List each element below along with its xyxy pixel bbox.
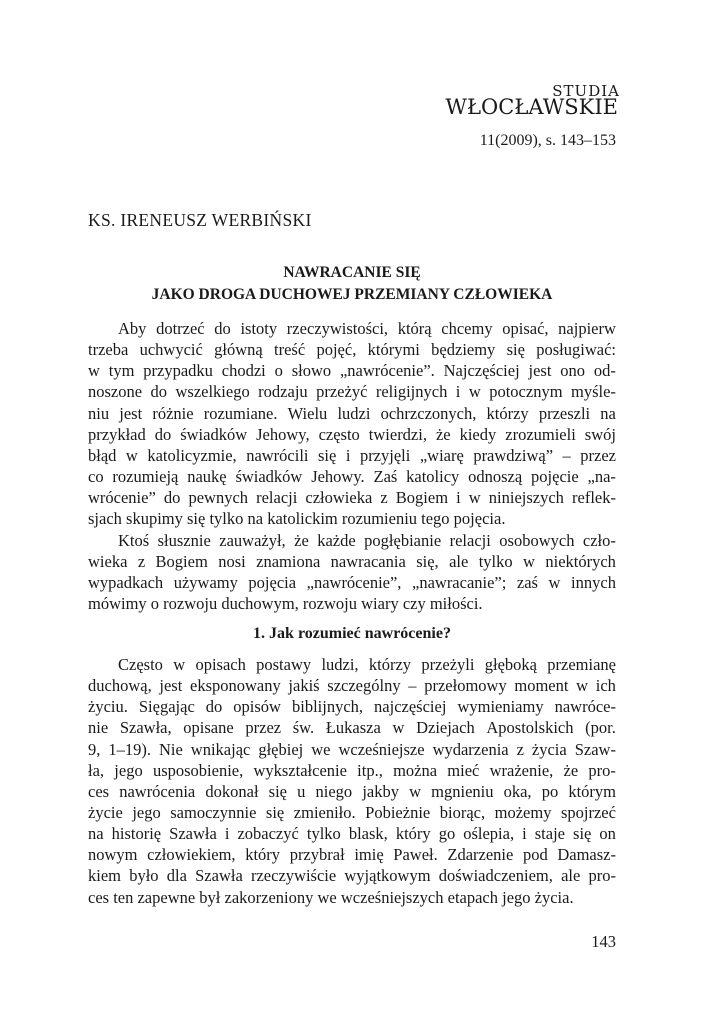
title-line: NAWRACANIE SIĘ [283,264,421,281]
text-line: noszone do wszelkiego rodzaju przeżyć religijnych i w potocznym myśle- [88,382,616,402]
logo-bottom-text: WŁOCŁAWSKIE [445,95,618,119]
page-number: 143 [591,932,616,951]
text-line: błąd w katolicyzmie, nawrócili się i przyjęli „wiarę prawdziwą” – przez [88,445,616,465]
text-line: kiem było dla Szawła rzeczywiście wyjątkowym doświadczeniem, ale pro- [88,866,616,886]
text-line: mówimy o rozwoju duchowym, rozwoju wiary czy miłości. [88,594,483,614]
text-line: nie Szawła, opisane przez św. Łukasza w Dziejach Apostolskich (por. [88,718,616,738]
text-line: przykład do świadków Jehowy, często twierdzi, że kiedy zrozumieli swój [88,424,616,444]
paragraph-intro [88,318,616,529]
text-line: wypadkach używamy pojęcia „nawrócenie”, „nawracanie”; zaś w innych [88,573,616,593]
text-line: ces ten zapewne był zakorzeniony we wcześniejszych etapach jego życia. [88,887,574,907]
paragraph-second [88,530,616,615]
text-line: Ktoś słusznie zauważył, że każde pogłębianie relacji osobowych czło- [118,531,616,550]
text-line: 9, 1–19). Nie wnikając głębiej we wcześniejsze wydarzenia z życia Szaw- [88,739,616,759]
text-line: co rozumieją naukę świadków Jehowy. Zaś katolicy odnoszą pojęcie „na- [88,466,616,486]
text-line: Często w opisach postawy ludzi, którzy przeżyli głęboką przemianę [118,655,616,674]
text-line: na historię Szawła i zobaczyć tylko blask, który go oślepia, i staje się on [88,824,616,844]
section-heading: 1. Jak rozumieć nawrócenie? [253,625,451,642]
author-name: KS. IRENEUSZ WERBIŃSKI [88,210,312,230]
journal-logo [445,84,618,118]
text-line: sjach skupimy się tylko na katolickim rozumieniu tego pojęcia. [88,509,506,529]
text-line: Aby dotrzeć do istoty rzeczywistości, którą chcemy opisać, najpierw [118,319,616,338]
text-line: ces nawrócenia dokonał się u niego jakby w mgnieniu oka, po którym [88,781,616,801]
title-line: JAKO DROGA DUCHOWEJ PRZEMIANY CZŁOWIEKA [151,286,553,303]
article-title [88,262,616,306]
journal-citation: 11(2009), s. 143–153 [479,132,616,149]
text-line: wrócenie” do pewnych relacji człowieka z Bogiem i w niniejszych reflek- [88,488,616,508]
text-line: niu jest różnie rozumiane. Wielu ludzi ochrzczonych, którzy przeszli na [88,403,616,423]
text-line: duchową, jest eksponowany jakiś szczególny – przełomowy moment w ich [88,676,616,696]
logo-top-text: STUDIA [552,82,620,100]
text-line: nowym człowiekiem, który przybrał imię Paweł. Zdarzenie pod Damasz- [88,845,616,865]
text-line: wieka z Bogiem nosi znamiona nawracania się, ale tylko w niektórych [88,552,616,572]
text-line: ła, jego usposobienie, wykształcenie itp., można mieć wrażenie, że pro- [88,760,616,780]
paragraph-section-one [88,654,616,908]
text-line: w tym przypadku chodzi o słowo „nawrócenie”. Najczęściej jest ono od- [88,361,616,381]
text-line: trzeba uchwycić główną treść pojęć, którymi będziemy się posługiwać: [88,340,616,360]
text-line: życie jego samoczynnie się zmieniło. Pobieżnie biorąc, możemy spojrzeć [88,802,616,822]
text-line: życiu. Sięgając do opisów biblijnych, najczęściej wymieniamy nawróce- [88,697,616,717]
